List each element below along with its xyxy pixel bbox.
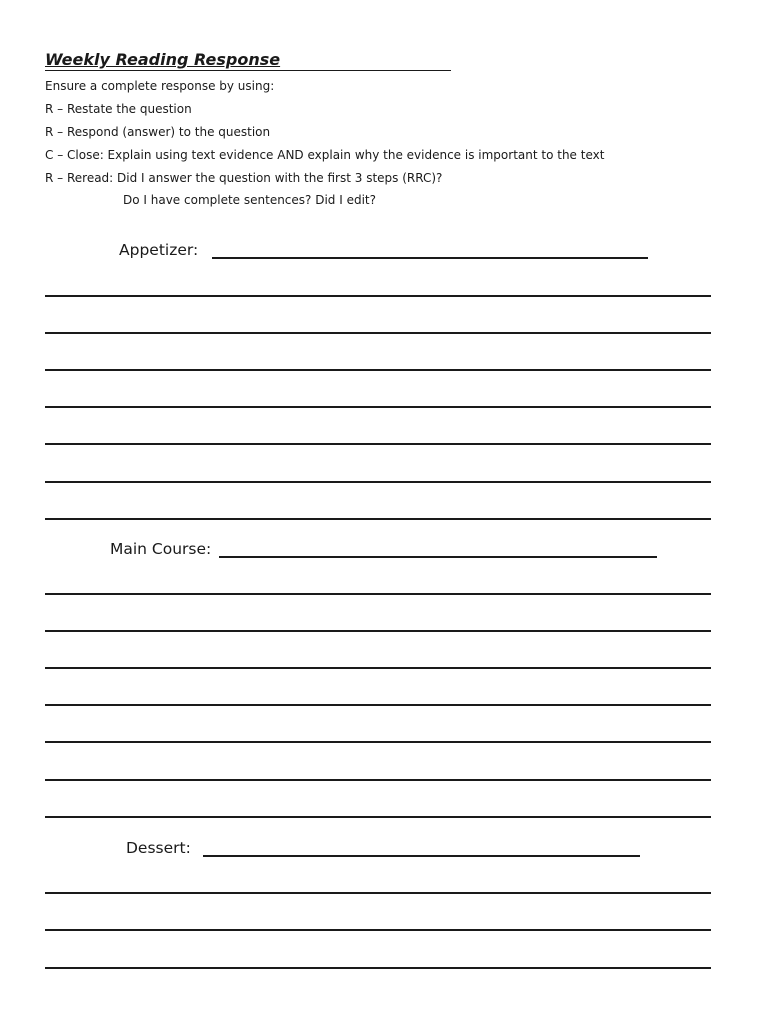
appetizer-writing-line[interactable] [45, 332, 711, 334]
main-course-writing-line[interactable] [45, 704, 711, 706]
instruction-reread: R – Reread: Did I answer the question with the first 3 steps (RRC)? [45, 171, 443, 185]
appetizer-writing-line[interactable] [45, 406, 711, 408]
dessert-writing-line[interactable] [45, 929, 711, 931]
instruction-reread-followup: Do I have complete sentences? Did I edit? [123, 193, 376, 207]
instruction-respond: R – Respond (answer) to the question [45, 125, 271, 139]
appetizer-writing-line[interactable] [45, 295, 711, 297]
dessert-writing-line[interactable] [45, 967, 711, 969]
appetizer-writing-line[interactable] [45, 369, 711, 371]
main-course-writing-line[interactable] [45, 630, 711, 632]
main-course-writing-line[interactable] [45, 593, 711, 595]
appetizer-label: Appetizer: [119, 241, 199, 259]
dessert-writing-line[interactable] [45, 892, 711, 894]
main-course-label: Main Course: [110, 540, 212, 558]
dessert-title-line[interactable] [203, 855, 640, 857]
dessert-label: Dessert: [126, 839, 191, 857]
appetizer-writing-line[interactable] [45, 481, 711, 483]
instruction-restate: R – Restate the question [45, 102, 192, 116]
main-course-writing-line[interactable] [45, 741, 711, 743]
main-course-writing-line[interactable] [45, 779, 711, 781]
main-course-writing-line[interactable] [45, 667, 711, 669]
appetizer-writing-line[interactable] [45, 443, 711, 445]
main-course-writing-line[interactable] [45, 816, 711, 818]
appetizer-writing-line[interactable] [45, 518, 711, 520]
appetizer-title-line[interactable] [212, 257, 648, 259]
instruction-intro: Ensure a complete response by using: [45, 79, 275, 93]
main-course-title-line[interactable] [219, 556, 657, 558]
instruction-close: C – Close: Explain using text evidence AND explain why the evidence is important to the text [45, 148, 605, 162]
title-underline-blank [45, 50, 451, 71]
page-title: Weekly Reading Response [45, 50, 281, 69]
